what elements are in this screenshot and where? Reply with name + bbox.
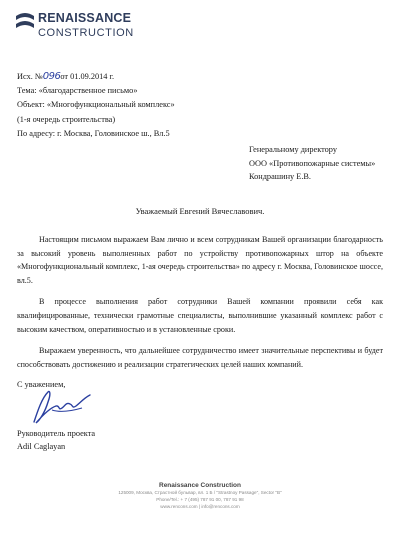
- paragraph-confidence: Выражаем уверенность, что дальнейшее сотрудничество имеет значительные перспективы и будет способствовать достижению и реализации стратегических целей наших компаний.: [17, 346, 383, 369]
- signer-name: Adil Caglayan: [17, 442, 66, 451]
- object-line: Объект: «Многофункциональный комплекс»: [17, 100, 175, 110]
- letter-body: [17, 233, 383, 379]
- address-line: По адресу: г. Москва, Головинское ш., Вл.5: [17, 128, 170, 138]
- logo-swoosh-icon: [14, 10, 36, 40]
- footer-phone: Phone/Tel.: + 7 (495) 787 91 00, 787 91 98: [156, 497, 244, 502]
- subject-line: Тема: «благодарственное письмо»: [17, 86, 138, 96]
- footer-company: Renaissance Construction: [159, 482, 241, 489]
- reference-date: от 01.09.2014 г.: [60, 72, 115, 81]
- reference-line: [17, 70, 175, 84]
- stage-line: (1-я очередь строительства): [17, 114, 116, 124]
- signer-block: [17, 427, 95, 453]
- reference-prefix: Исх. №: [17, 72, 43, 81]
- letter-footer: [0, 482, 400, 510]
- closing: С уважением,: [17, 380, 66, 389]
- addressee-position: Генеральному директору: [249, 145, 337, 154]
- footer-web: www.rencons.com | info@rencons.com: [160, 504, 240, 509]
- signature-icon: [28, 386, 98, 426]
- paragraph-gratitude: Настоящим письмом выражаем Вам лично и всем сотрудникам Вашей организации благодарность за высокий уровень выполненных работ по устройству противопожарных штор на объекте «Многофункциональный комплекс, 1-ая очередь строительства» по адресу г. Москва, Головинское шоссе, вл.5.: [17, 235, 383, 285]
- handwritten-reference-number: 096: [42, 71, 61, 82]
- salutation: Уважаемый Евгений Вячеславович.: [135, 206, 265, 216]
- addressee-name: Кондрашину Е.В.: [249, 172, 312, 181]
- addressee-block: [249, 143, 375, 184]
- company-logo: [14, 8, 134, 46]
- logo-name-bottom: CONSTRUCTION: [38, 27, 134, 39]
- letter-header: [17, 70, 175, 141]
- paragraph-performance: В процессе выполнения работ сотрудники Вашей компании проявили себя как квалифицированные, технически грамотные специалисты, выполнившие указанный комплекс работ с высоким качеством, оперативностью и в установленные сроки.: [17, 297, 383, 334]
- addressee-company: ООО «Противопожарные системы»: [249, 158, 376, 168]
- logo-name-top: RENAISSANCE: [38, 11, 132, 25]
- signer-title: Руководитель проекта: [17, 429, 96, 438]
- footer-address: 125009, Москва, Страстной бульвар, вл. 1 Б / "Strastnoy Passage", Sector "B": [118, 490, 282, 495]
